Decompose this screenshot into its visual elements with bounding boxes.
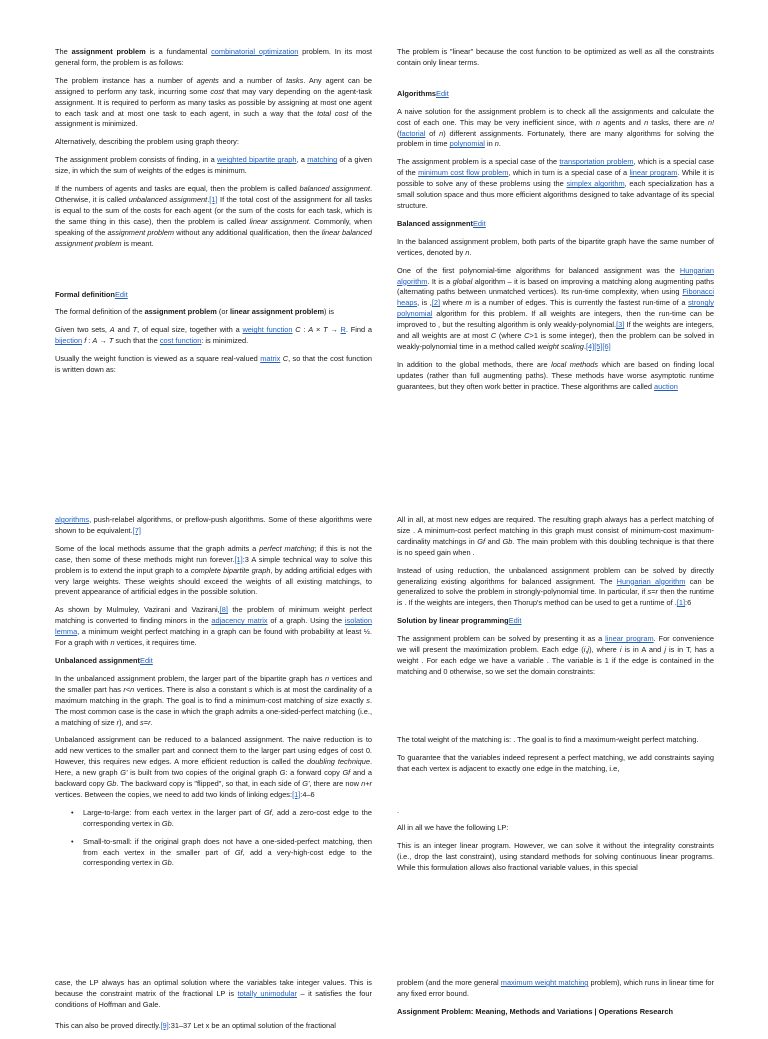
citation-3[interactable]: [3] bbox=[616, 320, 625, 330]
page-2-bottom-right bbox=[397, 978, 714, 1025]
alt-paragraph: Alternatively, describing the problem using graph theory: bbox=[55, 137, 239, 147]
proof-paragraph: This can also be proved directly.[9]:31–37 Let x be an optimal solution of the fractional bbox=[55, 1020, 336, 1030]
link-hungarian-algorithm[interactable]: Hungarian algorithm bbox=[397, 265, 714, 286]
instance-paragraph: The problem instance has a number of agents and a number of tasks. Any agent can be assigned to perform any task, incurring some cost that may vary depending on the agent-task assignment. It is required to perform as many tasks as possible by assigning at most one agent to each task and at most one task to each agent, in such a way that the total cost of the assignment is minimized. bbox=[55, 75, 372, 129]
link-auction-algorithms[interactable]: algorithms bbox=[55, 515, 90, 524]
link-factorial[interactable]: factorial bbox=[399, 128, 426, 138]
edit-link-unbalanced-assignment[interactable]: Edit bbox=[140, 655, 153, 665]
citation-1d[interactable]: [1] bbox=[676, 598, 686, 608]
link-matching[interactable]: matching bbox=[307, 155, 338, 165]
citation-2[interactable]: [2] bbox=[431, 298, 441, 308]
max-weight-matching-paragraph: problem (and the more general maximum weight matching problem), which runs in linear time for any fixed error bound. bbox=[397, 978, 714, 998]
document-title: Assignment Problem: Meaning, Methods and Variations | Operations Research bbox=[397, 1006, 673, 1016]
auction-continued-paragraph: algorithms, push-relabel algorithms, or preflow-push algorithms. Some of these algorithms were shown to be equivalent.[7] bbox=[55, 515, 372, 535]
period-line: . bbox=[397, 805, 400, 815]
instead-paragraph: Instead of using reduction, the unbalanced assignment problem can be solved by directly generalizing existing algorithms for balanced assignment. The Hungarian algorithm can be generalized to solve the problem in strongly-polynomial time. In particular, if s=r then the runtime is . If the weights are integers, then Thorup's method can be used to get a runtime of .[1]:6 bbox=[397, 565, 714, 608]
edit-link-linear-programming[interactable]: Edit bbox=[508, 616, 522, 626]
link-polynomial[interactable]: polynomial bbox=[449, 139, 485, 149]
link-maximum-weight-matching[interactable]: maximum weight matching bbox=[500, 978, 589, 987]
edit-link-formal-definition[interactable]: Edit bbox=[114, 289, 128, 299]
section-heading-formal-definition: Formal definitionEdit bbox=[55, 289, 128, 299]
total-weight-paragraph: The total weight of the matching is: . The goal is to find a maximum-weight perfect matching. bbox=[397, 734, 699, 744]
unimodular-paragraph: case, the LP always has an optimal solution where the variables take integer values. This is because the constraint matrix of the fractional LP is totally unimodular – it satisfies the four conditions of Hoffman and Gale. bbox=[55, 978, 372, 1009]
all-lp-paragraph: All in all we have the following LP: bbox=[397, 823, 509, 833]
hungarian-paragraph: One of the first polynomial-time algorithms for balanced assignment was the Hungarian algorithm. It is a global algorithm – it is based on improving a matching along augmenting paths (alternating paths between unmatched vertices). Its run-time complexity, when using Fibonacci heaps, is ,[2] where m is a number of edges. This is currently the fastest run-time of a strongly polynomial algorithm for this problem. If all weights are integers, then the run-time can be improved to , but the resulting algorithm is only weakly-polynomial.[3] If the weights are integers, and all weights are at most C (where C>1 is some integer), then the problem can be solved in weakly-polynomial time in a method called weight scaling.[4][5][6] bbox=[397, 265, 715, 351]
citation-4-5-6[interactable]: [4][5][6] bbox=[586, 341, 611, 351]
constraint-placeholder bbox=[397, 782, 714, 806]
page-2-bottom-left bbox=[55, 978, 372, 1039]
guarantee-paragraph: To guarantee that the variables indeed represent a perfect matching, we add constraints saying that each vertex is adjacent to exactly one edge in the matching, i.e, bbox=[397, 752, 714, 773]
citation-1c[interactable]: [1] bbox=[292, 789, 301, 799]
link-minimum-cost-flow-problem[interactable]: minimum cost flow problem bbox=[418, 168, 509, 178]
edit-link-algorithms[interactable]: Edit bbox=[436, 88, 449, 98]
balanced-paragraph: If the numbers of agents and tasks are equal, then the problem is called balanced assignment. Otherwise, it is called unbalanced assignment.[1] If the total cost of the assignment for all tasks is equal to the sum of the costs for each agent (or the sum of the costs for each task, which is the same thing in this case), then the problem is called linear assignment. Commonly, when speaking of the assignment problem without any additional qualification, then the linear balanced assignment problem is meant. bbox=[55, 184, 372, 248]
lp-paragraph: The assignment problem can be solved by presenting it as a linear program. For convenience we will present the maximization problem. Each edge (i,j), where i is in A and j is in T, has a weight . For each edge we have a variable . The variable is 1 if the edge is contained in the matching and 0 otherwise, so we set the domain constraints: bbox=[397, 634, 715, 676]
graph-paragraph: The assignment problem consists of finding, in a weighted bipartite graph, a matching of a given size, in which the sum of weights of the edges is minimum. bbox=[55, 155, 373, 176]
page-1-right-column bbox=[397, 47, 714, 400]
linear-paragraph: The problem is "linear" because the cost function to be optimized as well as all the constraints contain only linear terms. bbox=[397, 47, 714, 67]
integer-lp-paragraph: This is an integer linear program. However, we can solve it without the integrality constraints (i.e., drop the last constraint), using standard methods for solving continuous linear programs. While this formulation allows also fractional variable values, in this special bbox=[397, 841, 714, 873]
link-fibonacci-heaps[interactable]: Fibonacci heaps bbox=[397, 287, 714, 308]
page-1-left-column bbox=[55, 47, 372, 383]
list-item: • Large-to-large: from each vertex in the larger part of Gf, add a zero-cost edge to the corresponding vertex in Gb. bbox=[55, 808, 372, 830]
page-2-right-column bbox=[397, 515, 714, 881]
given-paragraph: Given two sets, A and T, of equal size, together with a weight function C : A × T → R. Find a bijection f : A → T such that the cost function: is minimized. bbox=[55, 325, 372, 346]
section-heading-unbalanced-assignment: Unbalanced assignmentEdit bbox=[55, 655, 153, 665]
intro-paragraph: The assignment problem is a fundamental combinatorial optimization problem. In its most general form, the problem is as follows: bbox=[55, 47, 373, 67]
link-linear-program-2[interactable]: linear program bbox=[605, 634, 654, 644]
all-in-all-paragraph: All in all, at most new edges are required. The resulting graph always has a perfect matching of size . A minimum-cost perfect matching in this graph must consist of minimum-cost maximum-cardinality matchings in Gf and Gb. The main problem with this doubling technique is that there is no speed gain when . bbox=[397, 515, 714, 557]
linking-edges-list bbox=[55, 808, 372, 870]
page-1 bbox=[0, 0, 768, 512]
link-adjacency-matrix[interactable]: adjacency matrix bbox=[211, 616, 268, 626]
link-bijection[interactable]: bijection bbox=[55, 336, 83, 346]
citation-8[interactable]: [8] bbox=[219, 605, 228, 615]
unbalanced-def-paragraph: In the unbalanced assignment problem, the larger part of the bipartite graph has n vertices and the smaller part has r<n vertices. There is also a constant s which is at most the cardinality of a maximum matching in the graph. The goal is to find a minimum-cost matching of size exactly s. The most common case is the case in which the graph admits a one-sided-perfect matching (i.e., a matching of size r), and s=r. bbox=[55, 673, 372, 727]
link-matrix[interactable]: matrix bbox=[260, 354, 281, 364]
link-simplex-algorithm[interactable]: simplex algorithm bbox=[566, 179, 625, 189]
link-weighted-bipartite-graph[interactable]: weighted bipartite graph bbox=[217, 155, 297, 165]
citation-1[interactable]: [1] bbox=[209, 194, 218, 204]
link-weight-function[interactable]: weight function bbox=[242, 325, 293, 335]
section-heading-balanced-assignment: Balanced assignmentEdit bbox=[397, 218, 486, 228]
link-reals[interactable]: R bbox=[340, 325, 346, 335]
special-case-paragraph: The assignment problem is a special case of the transportation problem, which is a special case of the minimum cost flow problem, which in turn is a special case of a linear program. While it is possible to solve any of these problems using the simplex algorithm, each specialization has a small solution space and thus more efficient algorithms designed to take advantage of its special structure. bbox=[397, 157, 714, 210]
formal-paragraph: The formal definition of the assignment problem (or linear assignment problem) is bbox=[55, 307, 334, 317]
link-isolation-lemma[interactable]: isolation lemma bbox=[55, 616, 373, 637]
list-item: • Small-to-small: if the original graph does not have a one-sided-perfect matching, then from each vertex in the smaller part of Gf, add a very-high-cost edge to the corresponding vertex in Gb. bbox=[55, 837, 372, 870]
link-transportation-problem[interactable]: transportation problem bbox=[559, 157, 634, 167]
edit-link-balanced-assignment[interactable]: Edit bbox=[473, 218, 486, 228]
page-2-left-column bbox=[55, 515, 372, 876]
perfect-matching-paragraph: Some of the local methods assume that the graph admits a perfect matching; if this is not the case, then some of these methods might run forever.[1]:3 A simple technical way to solve this problem is to extend the input graph to a complete bipartite graph, by adding artificial edges with very large weights. These weights should exceed the weights of all existing matchings, to prevent appearance of artificial edges in the possible solution. bbox=[55, 543, 373, 597]
link-hungarian-algorithm-2[interactable]: Hungarian algorithm bbox=[616, 576, 686, 586]
link-totally-unimodular[interactable]: totally unimodular bbox=[237, 988, 297, 998]
citation-7[interactable]: [7] bbox=[132, 525, 141, 535]
balanced-def-paragraph: In the balanced assignment problem, both parts of the bipartite graph have the same number of vertices, denoted by n. bbox=[397, 236, 714, 257]
link-linear-program[interactable]: linear program bbox=[629, 168, 678, 178]
equation-placeholder bbox=[397, 685, 714, 735]
usually-paragraph: Usually the weight function is viewed as a square real-valued matrix C, so that the cost function is written down as: bbox=[55, 354, 372, 375]
citation-1b[interactable]: [1] bbox=[234, 554, 243, 564]
link-combinatorial-optimization[interactable]: combinatorial optimization bbox=[211, 47, 299, 56]
link-auction[interactable]: auction bbox=[654, 381, 678, 391]
link-cost-function[interactable]: cost function bbox=[159, 336, 202, 346]
local-methods-paragraph: In addition to the global methods, there are local methods which are based on finding local updates (rather than full augmenting paths). These methods have worse asymptotic runtime guarantees, but they often work better in practice. These algorithms are called auction bbox=[397, 359, 714, 391]
naive-paragraph: A naive solution for the assignment problem is to check all the assignments and calculate the cost of each one. This may be very inefficient since, with n agents and n tasks, there are n! (factorial of n) different assignments. Fortunately, there are many algorithms for solving the problem in time polynomial in n. bbox=[397, 106, 714, 149]
link-strongly-polynomial[interactable]: strongly polynomial bbox=[397, 298, 714, 319]
mulmuley-paragraph: As shown by Mulmuley, Vazirani and Vazirani,[8] the problem of minimum weight perfect matching is converted to finding minors in the adjacency matrix of a graph. Using the isolation lemma, a minimum weight perfect matching in a graph can be found with probability at least ½. For a graph with n vertices, it requires time. bbox=[55, 605, 373, 648]
citation-9[interactable]: [9] bbox=[160, 1020, 169, 1030]
section-heading-linear-programming: Solution by linear programmingEdit bbox=[397, 616, 522, 626]
section-heading-algorithms: AlgorithmsEdit bbox=[397, 88, 449, 98]
reduction-paragraph: Unbalanced assignment can be reduced to a balanced assignment. The naive reduction is to add new vertices to the smaller part and connect them to the larger part using edges of cost 0. However, this requires new edges. A more efficient reduction is called the doubling technique. Here, a new graph G' is built from two copies of the original graph G: a forward copy Gf and a backward copy Gb. The backward copy is "flipped", so that, in each side of G', there are now n+r vertices. Between the copies, we need to add two kinds of linking edges:[1]:4–6 bbox=[55, 735, 372, 799]
page-2 bbox=[0, 512, 768, 1030]
